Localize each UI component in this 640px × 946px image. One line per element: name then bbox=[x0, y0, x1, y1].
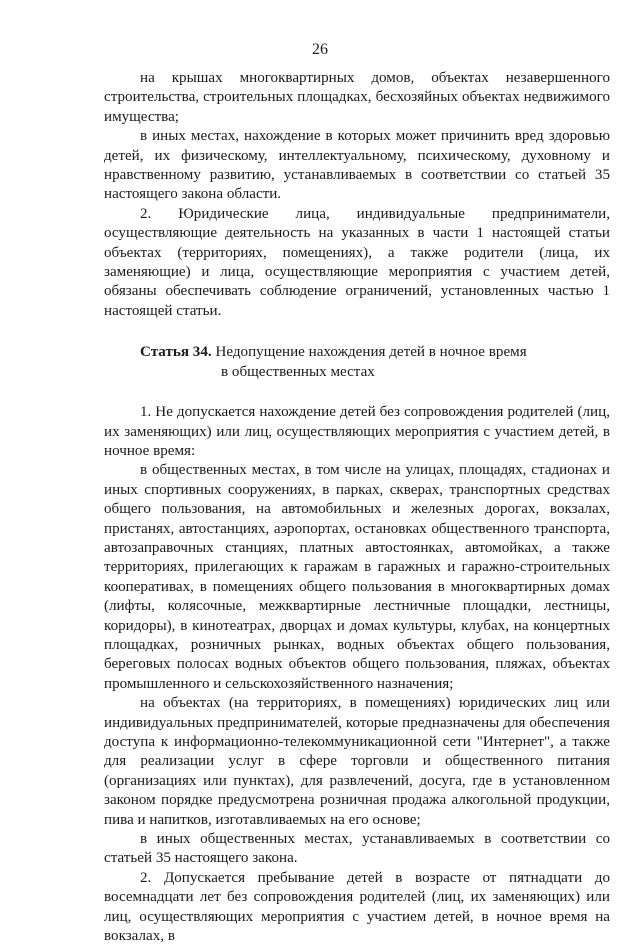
paragraph-other-places: в иных местах, нахождение в которых может причинить вред здоровью детей, их физическому, интеллектуальному, психическому, духовному и нравственному развитию, устанавливаемых в соответствии со статьей 35 настоящего закона области. bbox=[104, 128, 610, 203]
paragraph-article-part-2: 2. Допускается пребывание детей в возрасте от пятнадцати до восемнадцати лет без сопровождения родителей (лиц, их заменяющих) или лиц, осуществляющих мероприятия с участием детей, в ночное время на вокзалах, в bbox=[104, 869, 610, 945]
article-heading bbox=[104, 343, 610, 382]
paragraph-business-premises: на объектах (на территориях, в помещениях) юридических лиц или индивидуальных предпринимателей, которые предназначены для обеспечения доступа к информационно-телекоммуникационной сети "Интернет", а также для реализации услуг в сфере торговли и общественного питания (организациях или пунктах), для развлечений, досуга, где в установленном законом порядке предусмотрена розничная продажа алкогольной продукции, пива и напитков, изготавливаемых на его основе; bbox=[104, 695, 610, 828]
paragraph-article-part-1: 1. Не допускается нахождение детей без сопровождения родителей (лиц, их заменяющих) или лиц, осуществляющих мероприятия с участием детей, в ночное время: bbox=[104, 404, 610, 459]
article-title-line2: в общественных местах bbox=[221, 363, 375, 380]
page-number: 26 bbox=[312, 41, 328, 58]
paragraph-part-2-obligations: 2. Юридические лица, индивидуальные предприниматели, осуществляющие деятельность на указанных в части 1 настоящей статьи объектах (территориях, помещениях), а также родители (лица, их заменяющие) и лица, осуществляющие мероприятия с участием детей, обязаны обеспечивать соблюдение ограничений, установленных частью 1 настоящей статьи. bbox=[104, 205, 610, 319]
paragraph-other-public-places: в иных общественных местах, устанавливаемых в соответствии со статьей 35 настоящего закона. bbox=[104, 831, 610, 867]
article-title-line1: Недопущение нахождения детей в ночное время bbox=[215, 344, 527, 361]
paragraph-public-places: в общественных местах, в том числе на улицах, площадях, стадионах и иных спортивных сооружениях, в парках, скверах, транспортных средствах общего пользования, на автомобильных и железных дорогах, вокзалах, пристанях, автостанциях, аэропортах, остановках общественного транспорта, автозаправочных станциях, платных автостоянках, автомойках, а также территориях, прилегающих к гаражам в гаражных и гаражно-строительных кооперативах, в помещениях общего пользования в многоквартирных домах (лифты, колясочные, межквартирные лестничные площадки, лестницы, коридоры), в кинотеатрах, дворцах и домах культуры, клубах, на концертных площадках, розничных рынках, водных объектах общего пользования, береговых полосах водных объектов общего пользования, пляжах, объектах промышленного и сельскохозяйственного назначения; bbox=[104, 462, 610, 692]
paragraph-roofs: на крышах многоквартирных домов, объектах незавершенного строительства, строительных площадках, бесхозяйных объектах недвижимого имущества; bbox=[104, 70, 610, 125]
article-number: Статья 34. bbox=[140, 344, 212, 361]
document-body bbox=[104, 69, 610, 946]
